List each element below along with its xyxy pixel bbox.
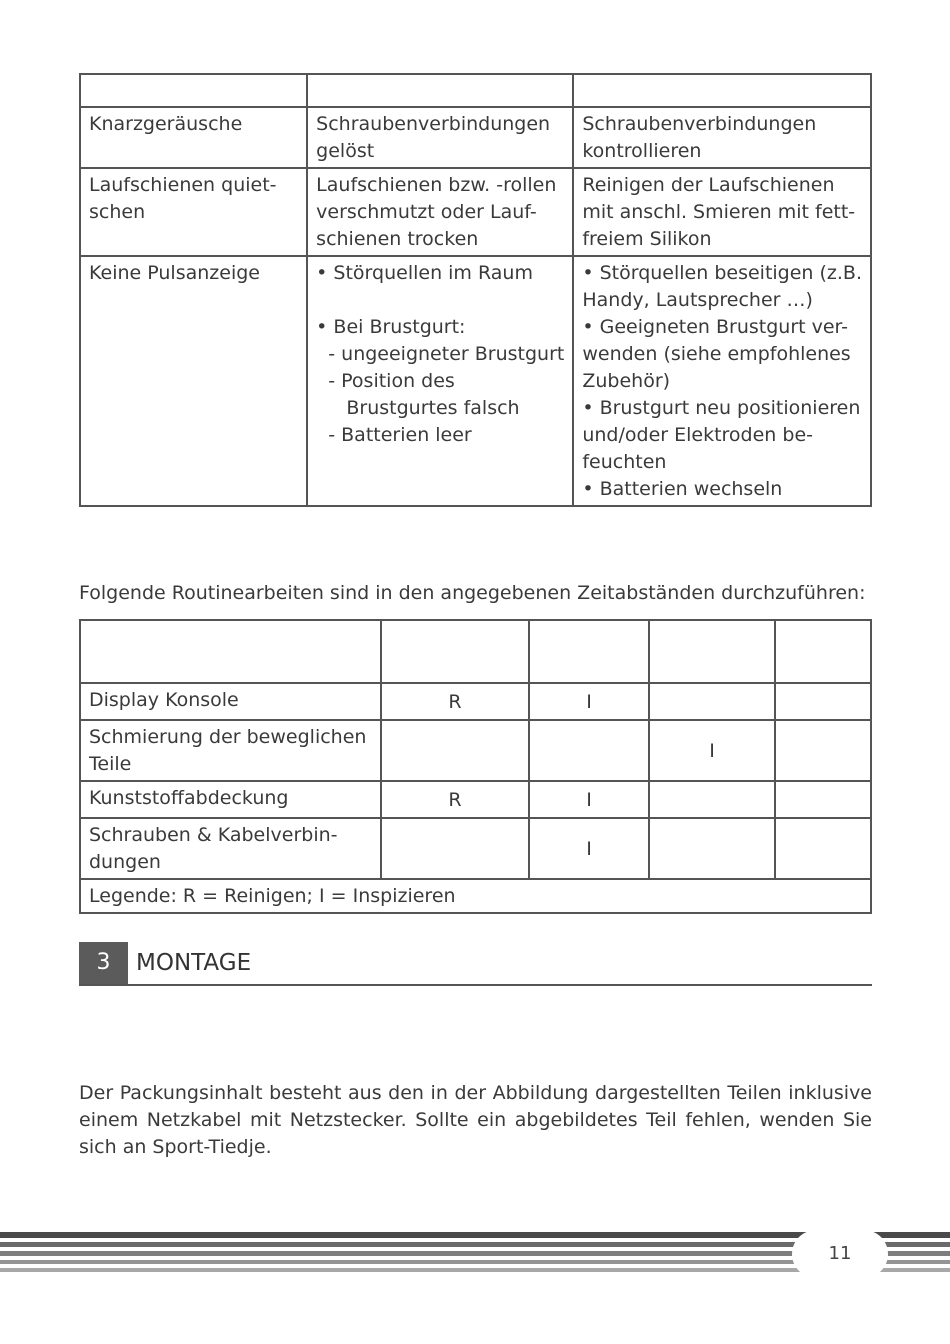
cell-text: schienen trocken xyxy=(316,228,479,250)
cell-text: wenden (siehe empfohlenes xyxy=(582,343,851,365)
cell-text: Reinigen der Laufschienen xyxy=(582,174,835,196)
header-cell xyxy=(529,620,649,683)
legend-cell: Legende: R = Reinigen; I = Inspizieren xyxy=(80,879,871,913)
cell-text: - Position des xyxy=(316,370,455,392)
maintenance-item xyxy=(80,683,381,720)
header-cell xyxy=(573,74,871,107)
solution-cell xyxy=(573,256,871,506)
maintenance-row xyxy=(80,818,871,879)
cell-text: • Geeigneten Brustgurt ver- xyxy=(582,316,849,338)
cell-text: • Störquellen beseitigen (z.B. xyxy=(582,262,862,284)
cell-text: schen xyxy=(89,201,146,223)
solution-cell xyxy=(573,107,871,168)
cell-text: feuchten xyxy=(582,451,667,473)
interval-cell xyxy=(775,720,871,781)
interval-cell: I xyxy=(529,781,649,818)
header-cell xyxy=(649,620,775,683)
section-number: 3 xyxy=(79,942,128,984)
cell-text: • Brustgurt neu positionieren xyxy=(582,397,861,419)
header-cell xyxy=(80,74,307,107)
solution-cell xyxy=(573,168,871,256)
header-cell xyxy=(307,74,573,107)
cell-text: - Batterien leer xyxy=(316,424,472,446)
interval-cell: I xyxy=(529,683,649,720)
interval-cell: R xyxy=(381,781,529,818)
interval-cell xyxy=(775,781,871,818)
cell-text: • Batterien wechseln xyxy=(582,478,783,500)
section-header xyxy=(79,942,872,986)
cell-text: Laufschienen quiet- xyxy=(89,174,277,196)
cause-cell xyxy=(307,256,573,506)
problem-cell xyxy=(80,256,307,506)
header-cell xyxy=(381,620,529,683)
cell-text: - ungeeigneter Brustgurt xyxy=(316,343,565,365)
cell-text xyxy=(316,287,564,314)
cell-text: Schmierung der beweglichen xyxy=(89,726,367,748)
cell-text: Keine Pulsanzeige xyxy=(89,262,260,284)
cell-text: Knarzgeräusche xyxy=(89,113,243,135)
cell-text: Zubehör) xyxy=(582,370,671,392)
cell-text: Schraubenverbindungen xyxy=(582,113,817,135)
cell-text: • Bei Brustgurt: xyxy=(316,316,466,338)
legend-row xyxy=(80,879,871,913)
cell-text: freiem Silikon xyxy=(582,228,712,250)
interval-cell xyxy=(381,720,529,781)
cell-text: und/oder Elektroden be- xyxy=(582,424,813,446)
cell-text: verschmutzt oder Lauf- xyxy=(316,201,537,223)
cell-text: Handy, Lautsprecher …) xyxy=(582,289,813,311)
maintenance-row xyxy=(80,683,871,720)
interval-cell xyxy=(775,683,871,720)
cell-text: gelöst xyxy=(316,140,375,162)
cell-text: Kunststoffabdeckung xyxy=(89,787,289,809)
cell-text: • Störquellen im Raum xyxy=(316,262,533,284)
page-number: 11 xyxy=(792,1230,888,1278)
troubleshooting-row xyxy=(80,107,871,168)
montage-paragraph: Der Packungsinhalt besteht aus den in der Abbildung dargestellten Teilen inklusive einem Netzkabel mit Netzstecker. Sollte ein abgebildetes Teil fehlen, wenden Sie sich an Sport-Tiedje. xyxy=(79,1082,872,1158)
troubleshooting-header-row xyxy=(80,74,871,107)
troubleshooting-table xyxy=(79,73,872,507)
cell-text: Schrauben & Kabelverbin- xyxy=(89,824,338,846)
maintenance-intro: Folgende Routinearbeiten sind in den angegebenen Zeitabständen durchzuführen: xyxy=(79,582,866,604)
cell-text: dungen xyxy=(89,851,161,873)
maintenance-item xyxy=(80,781,381,818)
cell-text: Brustgurtes falsch xyxy=(316,397,520,419)
interval-cell: R xyxy=(381,683,529,720)
interval-cell xyxy=(649,781,775,818)
troubleshooting-row xyxy=(80,168,871,256)
cell-text: Teile xyxy=(89,753,132,775)
maintenance-row xyxy=(80,720,871,781)
interval-cell xyxy=(381,818,529,879)
header-cell xyxy=(775,620,871,683)
cell-text: Schraubenverbindungen xyxy=(316,113,551,135)
interval-cell xyxy=(649,818,775,879)
cell-text: kontrollieren xyxy=(582,140,702,162)
cause-cell xyxy=(307,168,573,256)
maintenance-table xyxy=(79,619,872,914)
maintenance-header-row xyxy=(80,620,871,683)
interval-cell: I xyxy=(529,818,649,879)
cell-text: mit anschl. Smieren mit fett- xyxy=(582,201,856,223)
cause-cell xyxy=(307,107,573,168)
cell-text: Display Konsole xyxy=(89,689,239,711)
maintenance-item xyxy=(80,818,381,879)
interval-cell xyxy=(529,720,649,781)
section-title: MONTAGE xyxy=(136,950,252,976)
interval-cell xyxy=(775,818,871,879)
interval-cell: I xyxy=(649,720,775,781)
maintenance-item xyxy=(80,720,381,781)
interval-cell xyxy=(649,683,775,720)
troubleshooting-row xyxy=(80,256,871,506)
maintenance-row xyxy=(80,781,871,818)
cell-text: Laufschienen bzw. -rollen xyxy=(316,174,557,196)
problem-cell xyxy=(80,107,307,168)
problem-cell xyxy=(80,168,307,256)
header-cell xyxy=(80,620,381,683)
